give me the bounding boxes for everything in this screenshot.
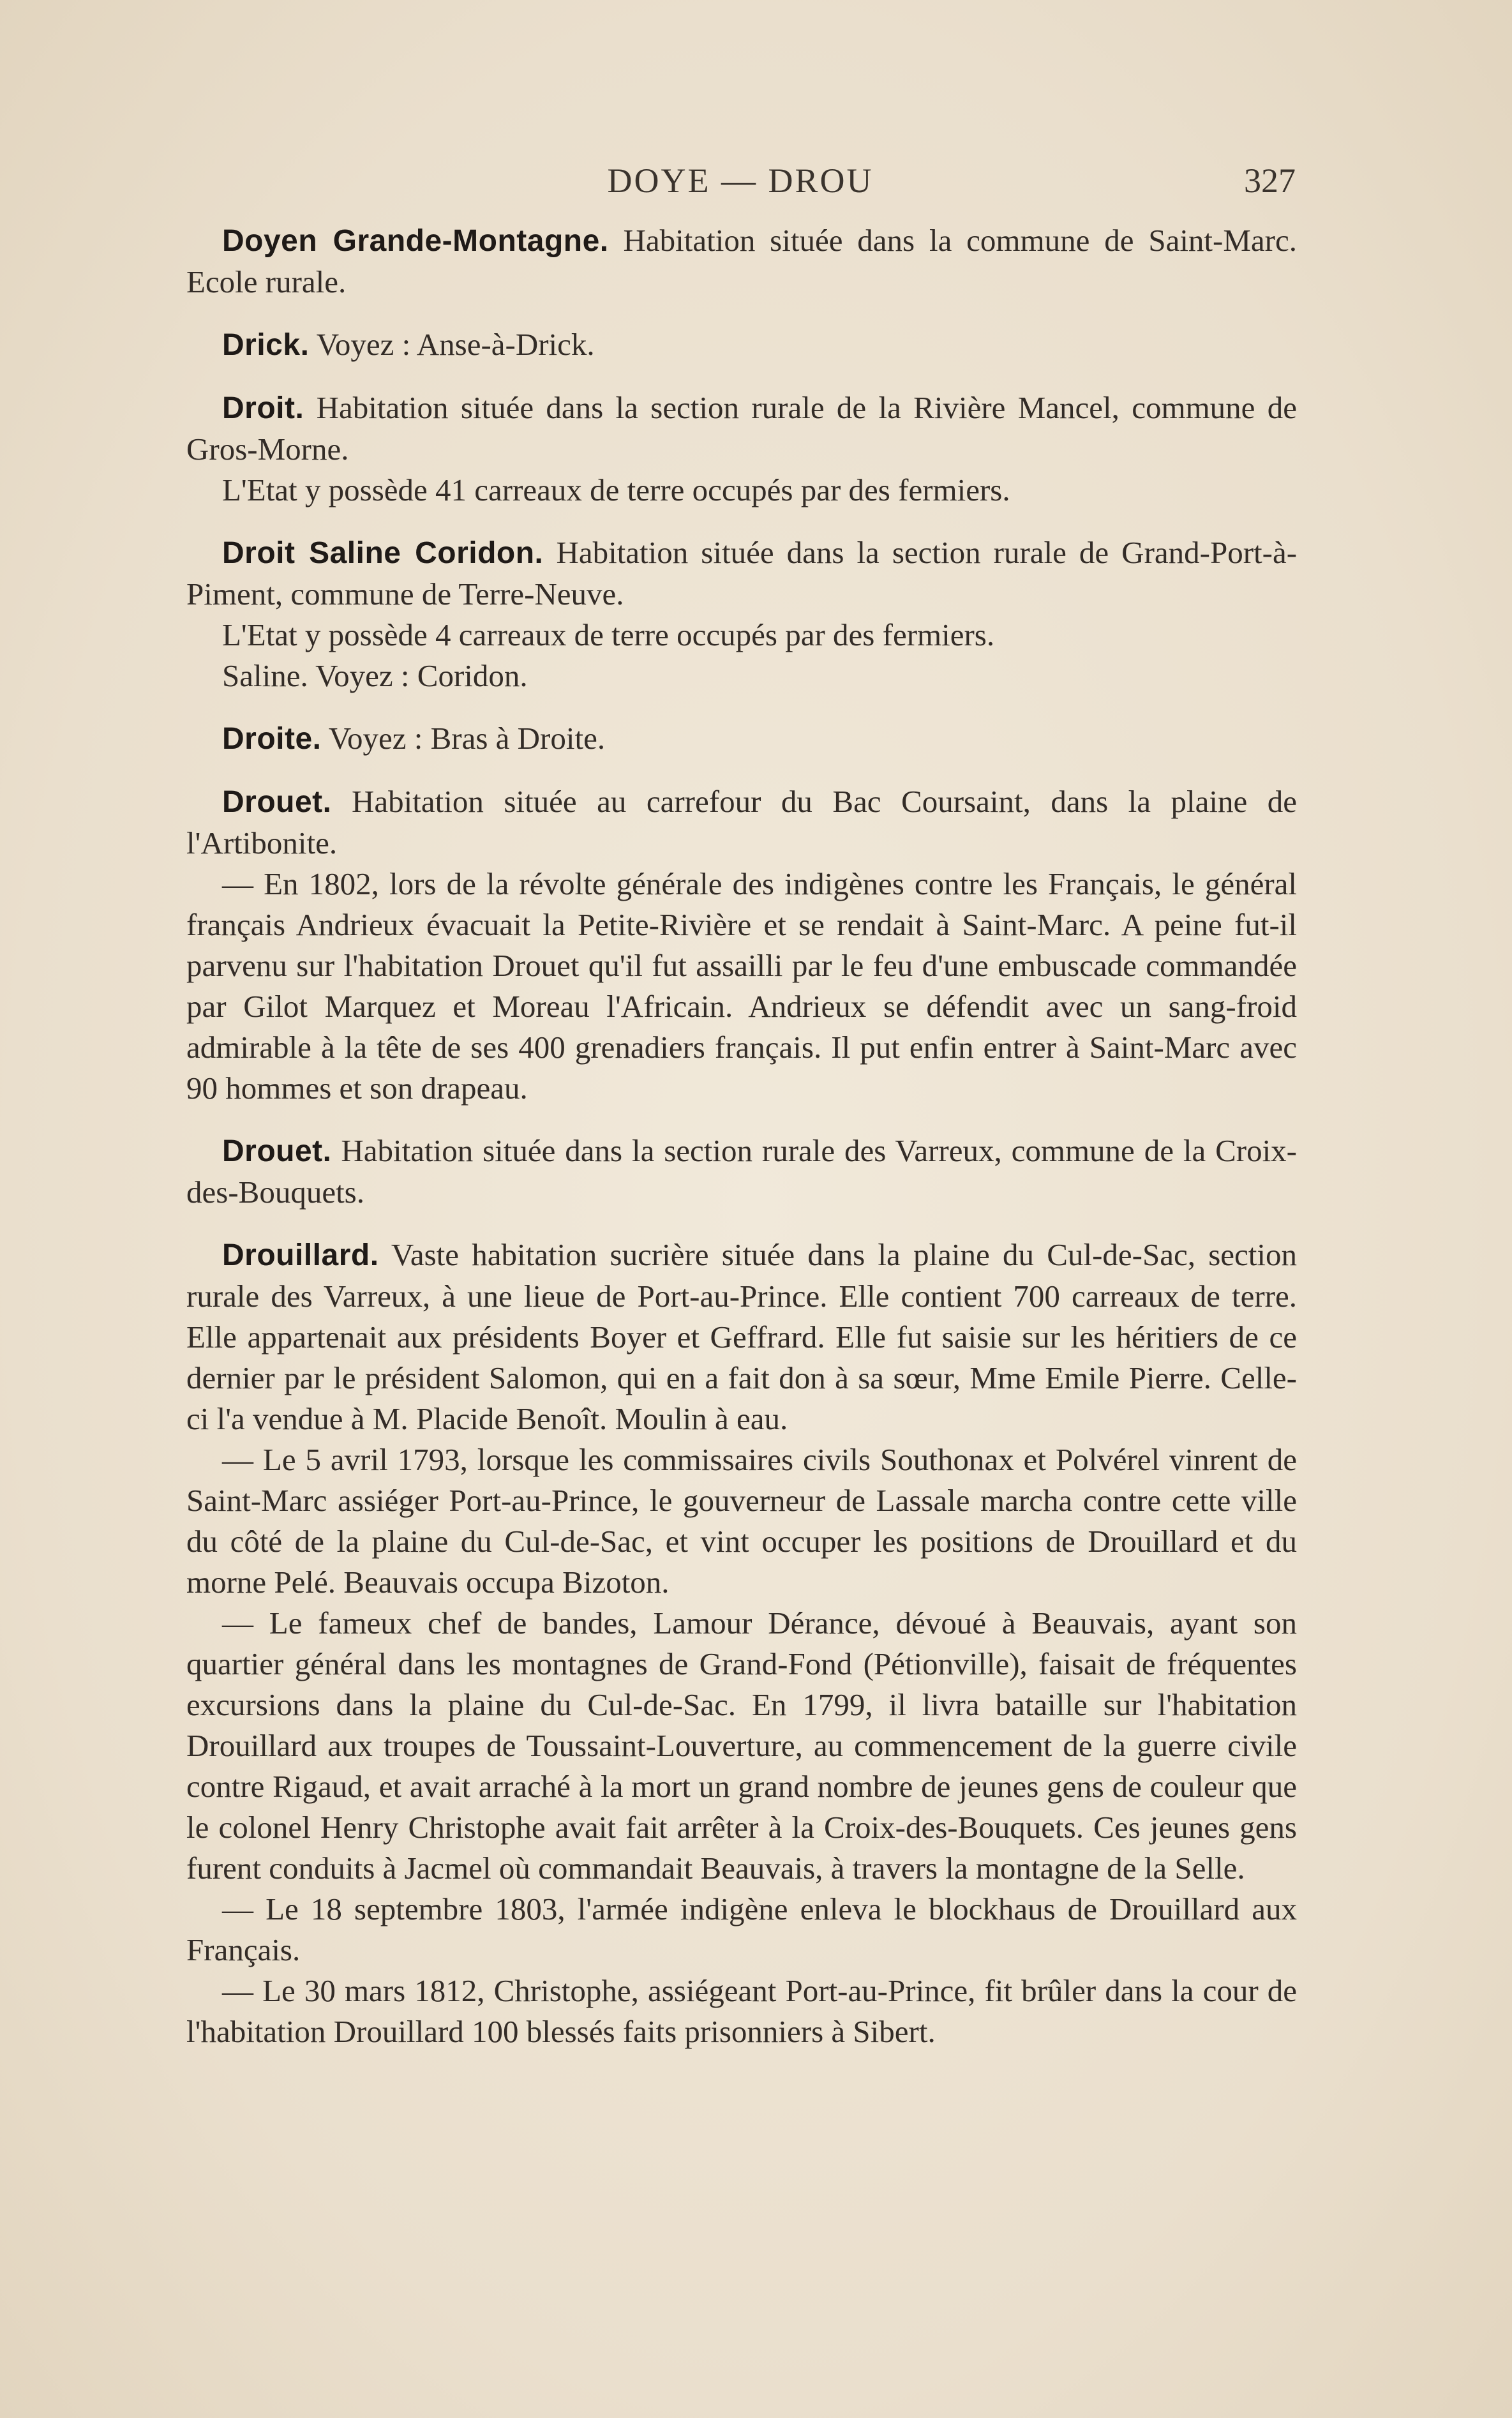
entry-drouet-varreux [186,1130,1297,1213]
entry-headword: Droite. [222,722,322,756]
entry-drouillard [186,1235,1297,2052]
entry-subparagraph: — Le 5 avril 1793, lorsque les commissaires civils Southonax et Polvérel vinrent de Saint-Marc assiéger Port-au-Prince, le gouverneur de Lassale marcha contre cette ville du côté de la plaine du Cul-de-Sac, et vint occuper les positions de Drouillard et du morne Pelé. Beauvais occupa Bizoton. [186,1442,1297,1600]
entry-paragraph [186,220,1297,303]
entry-paragraph [186,781,1297,864]
entry-headword: Droit Saline Coridon. [222,536,544,570]
dictionary-body [186,220,1297,2074]
entry-headword: Drouet. [222,785,332,819]
entry-text: Habitation située dans la section rurale de Grand-Port-à-Piment, commune de Terre-Neuve. [186,535,1298,612]
entry-subparagraph: — En 1802, lors de la révolte générale des indigènes contre les Français, le général français Andrieux évacuait la Petite-Rivière et se rendait à Saint-Marc. A peine fut-il parvenu sur l'habitation Drouet qu'il fut assailli par le feu d'une embuscade commandée par Gilot Marquez et Moreau l'Africain. Andrieux se défendit avec un sang-froid admirable à la tête de ses 400 grenadiers français. Il put enfin entrer à Saint-Marc avec 90 hommes et son drapeau. [186,866,1297,1106]
entry-text: Vaste habitation sucrière située dans la plaine du Cul-de-Sac, section rurale des Varreux, à une lieue de Port-au-Prince. Elle contient 700 carreaux de terre. Elle appartenait aux présidents Boyer et Geffrard. Elle fut saisie sur les héritiers de ce dernier par le président Salomon, qui en a fait don à sa sœur, Mme Emile Pierre. Celle-ci l'a vendue à M. Placide Benoît. Moulin à eau. [186,1237,1297,1436]
entry-drick [186,324,1297,366]
entry-text: Voyez : Anse-à-Drick. [316,327,595,362]
entry-text: Voyez : Bras à Droite. [328,721,606,756]
entry-paragraph [186,718,1297,760]
entry-paragraph [186,1130,1297,1213]
entry-paragraph [186,387,1297,470]
entry-headword: Droit. [222,391,304,425]
entry-headword: Drouillard. [222,1238,379,1272]
entry-paragraph [186,532,1297,615]
entry-text: Habitation située dans la commune de Saint-Marc. Ecole rurale. [186,223,1297,299]
entry-subparagraph: — Le 18 septembre 1803, l'armée indigène enleva le blockhaus de Drouillard aux Français. [186,1891,1297,1967]
entry-paragraph [186,1235,1297,1439]
entry-text: Habitation située dans la section rurale des Varreux, commune de la Croix-des-Bouquets. [186,1133,1298,1210]
running-header [185,161,1296,212]
entry-subparagraph: L'Etat y possède 4 carreaux de terre occupés par des fermiers. [222,617,995,652]
running-title: DOYE — DROU [607,161,874,200]
entry-droite [186,718,1297,760]
entry-drouet-artibonite [186,781,1297,1109]
entry-droit [186,387,1297,511]
entry-headword: Doyen Grande-Montagne. [222,224,609,258]
entry-text: Habitation située dans la section rurale de la Rivière Mancel, commune de Gros-Morne. [186,390,1298,467]
entry-subparagraph: Saline. Voyez : Coridon. [222,658,528,693]
entry-headword: Drouet. [222,1134,332,1168]
page-number: 327 [1244,161,1296,200]
entry-subparagraph: L'Etat y possède 41 carreaux de terre occupés par des fermiers. [222,472,1010,507]
entry-text: Habitation située au carrefour du Bac Coursaint, dans la plaine de l'Artibonite. [186,784,1297,860]
entry-doyen-grande-montagne [186,220,1297,303]
entry-subparagraph: — Le fameux chef de bandes, Lamour Dérance, dévoué à Beauvais, ayant son quartier général dans les montagnes de Grand-Fond (Pétionville), faisait de fréquentes excursions dans la plaine du Cul-de-Sac. En 1799, il livra bataille sur l'habitation Drouillard aux troupes de Toussaint-Louverture, au commencement de la guerre civile contre Rigaud, et avait arraché à la mort un grand nombre de jeunes gens de couleur que le colonel Henry Christophe avait fait arrêter à la Croix-des-Bouquets. Ces jeunes gens furent conduits à Jacmel où commandait Beauvais, à travers la montagne de la Selle. [186,1605,1297,1886]
entry-paragraph [186,324,1297,366]
entry-droit-saline-coridon [186,532,1297,696]
entry-headword: Drick. [222,328,310,362]
entry-subparagraph: — Le 30 mars 1812, Christophe, assiégeant Port-au-Prince, fit brûler dans la cour de l'habitation Drouillard 100 blessés faits prisonniers à Sibert. [186,1973,1297,2049]
